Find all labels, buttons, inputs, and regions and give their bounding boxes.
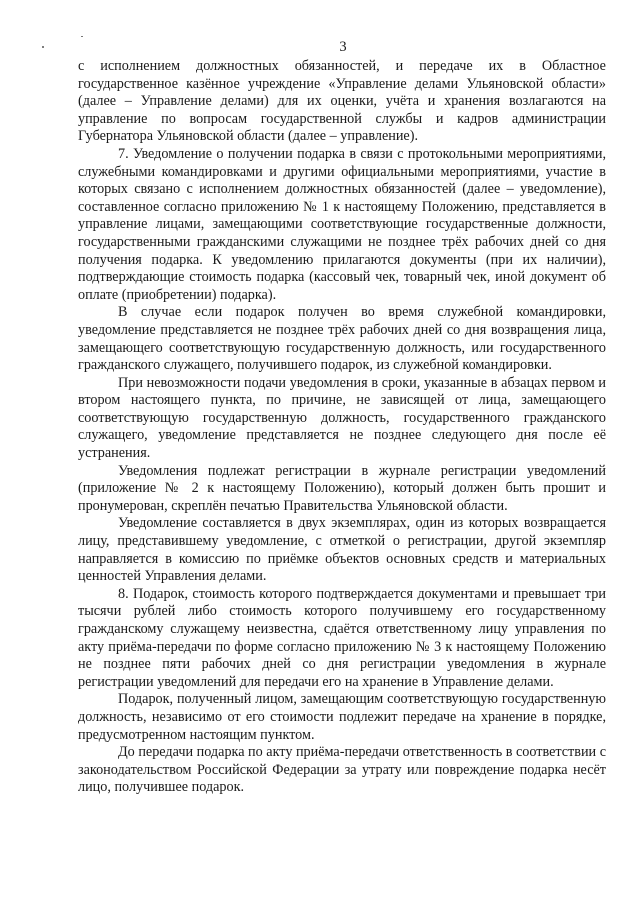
paragraph-responsibility: До передачи подарка по акту приёма-передачи ответственность в соответствии с законодательством Российской Федерации за утрату или повреждение подарка несёт лицо, получившее подарок. bbox=[78, 744, 606, 796]
paragraph-continuation: с исполнением должностных обязанностей, и передаче их в Областное государственное казённое учреждение «Управление делами Ульяновской области» (далее – Управление делами) для их оценки, учёта и хранения возлагаются на управление по вопросам государственной службы и кадров администрации Губернатора Ульяновской области (далее – управление). bbox=[78, 58, 606, 145]
page-number: 3 bbox=[339, 39, 347, 55]
paragraph-item-8: 8. Подарок, стоимость которого подтверждается документами и превышает три тысячи рублей либо стоимость которого получившему его государственному гражданскому служащему неизвестна, сдаётся ответственному лицу управления по акту приёма-передачи по форме согласно приложению № 3 к настоящему Положению не позднее пяти рабочих дней со дня регистрации уведомления в журнале регистрации уведомлений для передачи его на хранение в Управление делами. bbox=[78, 585, 606, 690]
paragraph-registration: Уведомления подлежат регистрации в журнале регистрации уведомлений (приложение № 2 к настоящему Положению), который должен быть прошит и пронумерован, скреплён печатью Правительства Ульяновской области. bbox=[78, 462, 606, 514]
document-body bbox=[78, 58, 606, 797]
paragraph-impossibility: При невозможности подачи уведомления в сроки, указанные в абзацах первом и втором настоящего пункта, по причине, не зависящей от лица, замещающего соответствующую государственную должность, государственного гражданского служащего, уведомление представляется не позднее следующего дня после её устранения. bbox=[78, 374, 606, 462]
paragraph-item-7: 7. Уведомление о получении подарка в связи с протокольными мероприятиями, служебными командировками и другими официальными мероприятиями, участие в которых связано с исполнением должностных обязанностей (далее – уведомление), составленное согласно приложению № 1 к настоящему Положению, представляется в управление лицами, замещающими соответствующие государственные должности, государственными гражданскими служащими не позднее трёх рабочих дней со дня получения подарка. К уведомлению прилагаются документы (при их наличии), подтверждающие стоимость подарка (кассовый чек, товарный чек, иной документ об оплате (приобретении) подарка). bbox=[78, 145, 606, 303]
paragraph-two-copies: Уведомление составляется в двух экземплярах, один из которых возвращается лицу, представившему уведомление, с отметкой о регистрации, другой экземпляр направляется в комиссию по приёмке объектов основных средств и материальных ценностей Управления делами. bbox=[78, 515, 606, 585]
paragraph-gift-storage: Подарок, полученный лицом, замещающим соответствующую государственную должность, независимо от его стоимости подлежит передаче на хранение в порядке, предусмотренном настоящим пунктом. bbox=[78, 691, 606, 743]
scan-speck bbox=[81, 36, 83, 37]
paragraph-business-trip: В случае если подарок получен во время служебной командировки, уведомление представляется не позднее трёх рабочих дней со дня возвращения лица, замещающего соответствующую государственную должность, или государственного гражданского служащего, получившего подарок, из служебной командировки. bbox=[78, 304, 606, 374]
